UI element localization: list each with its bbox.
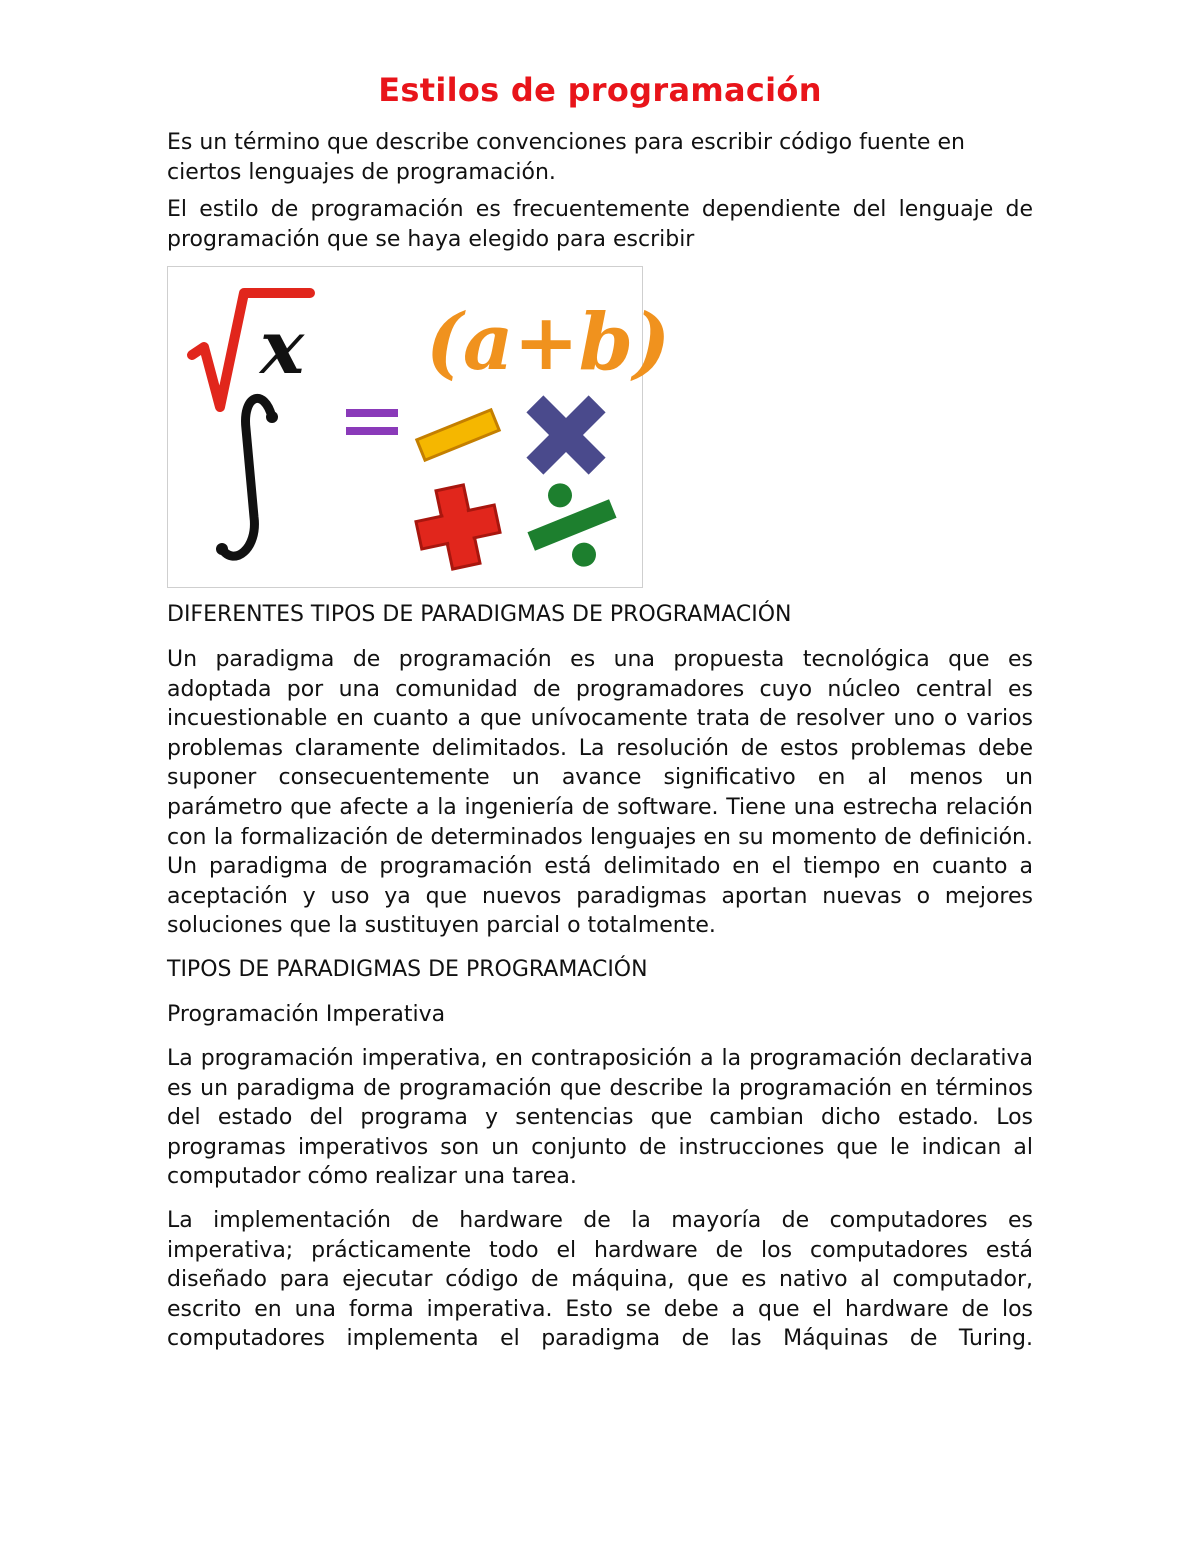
sqrt-variable-label: x xyxy=(260,305,305,392)
paradigm-paragraph: Un paradigma de programación es una propuesta tecnológica que es adoptada por una comunidad de programadores cuyo núcleo central es incuestionable en cuanto a que unívocamente trata de resolver uno o varios problemas claramente delimitados. La resolución de estos problemas debe suponer consecuentemente un avance significativo en al menos un parámetro que afecte a la ingeniería de software. Tiene una estrecha relación con la formalización de determinados lenguajes en su momento de definición. Un paradigma de programación está delimitado en el tiempo en cuanto a aceptación y uso ya que nuevos paradigmas aportan nuevas o mejores soluciones que la sustituyen parcial o totalmente. xyxy=(167,646,1033,939)
document-page xyxy=(167,66,1033,1362)
section-heading-paradigm-types: TIPOS DE PARADIGMAS DE PROGRAMACIÓN xyxy=(167,956,648,982)
subheading-imperative: Programación Imperativa xyxy=(167,1001,446,1027)
intro-paragraph-2: El estilo de programación es frecuentemente dependiente del lenguaje de programación que se haya elegido para escribir xyxy=(167,197,1033,252)
document-title: Estilos de programación xyxy=(378,71,822,109)
imperative-paragraph-1: La programación imperativa, en contraposición a la programación declarativa es un paradigma de programación que describe la programación en términos del estado del programa y sentencias que cambian dicho estado. Los programas imperativos son un conjunto de instrucciones que le indican al computador cómo realizar una tarea. xyxy=(167,1046,1033,1190)
times-icon xyxy=(526,396,605,475)
plus-icon xyxy=(411,480,506,575)
equals-icon xyxy=(346,409,398,417)
divide-icon xyxy=(515,468,630,583)
intro-paragraph-1: Es un término que describe convenciones para escribir código fuente en ciertos lenguajes de programación. xyxy=(167,130,965,185)
section-heading-different-paradigms: DIFERENTES TIPOS DE PARADIGMAS DE PROGRAMACIÓN xyxy=(167,602,792,628)
math-symbols-image xyxy=(167,266,671,588)
imperative-paragraph-2: La implementación de hardware de la mayoría de computadores es imperativa; prácticamente todo el hardware de los computadores está diseñado para ejecutar código de máquina, que es nativo al computador, escrito en una forma imperativa. Esto se debe a que el hardware de los computadores implementa el paradigma de las Máquinas de Turing. xyxy=(167,1208,1033,1352)
math-symbols-illustration xyxy=(168,267,671,585)
minus-icon xyxy=(417,410,499,460)
integral-icon xyxy=(222,399,272,557)
binomial-label: (a+b) xyxy=(426,297,671,389)
